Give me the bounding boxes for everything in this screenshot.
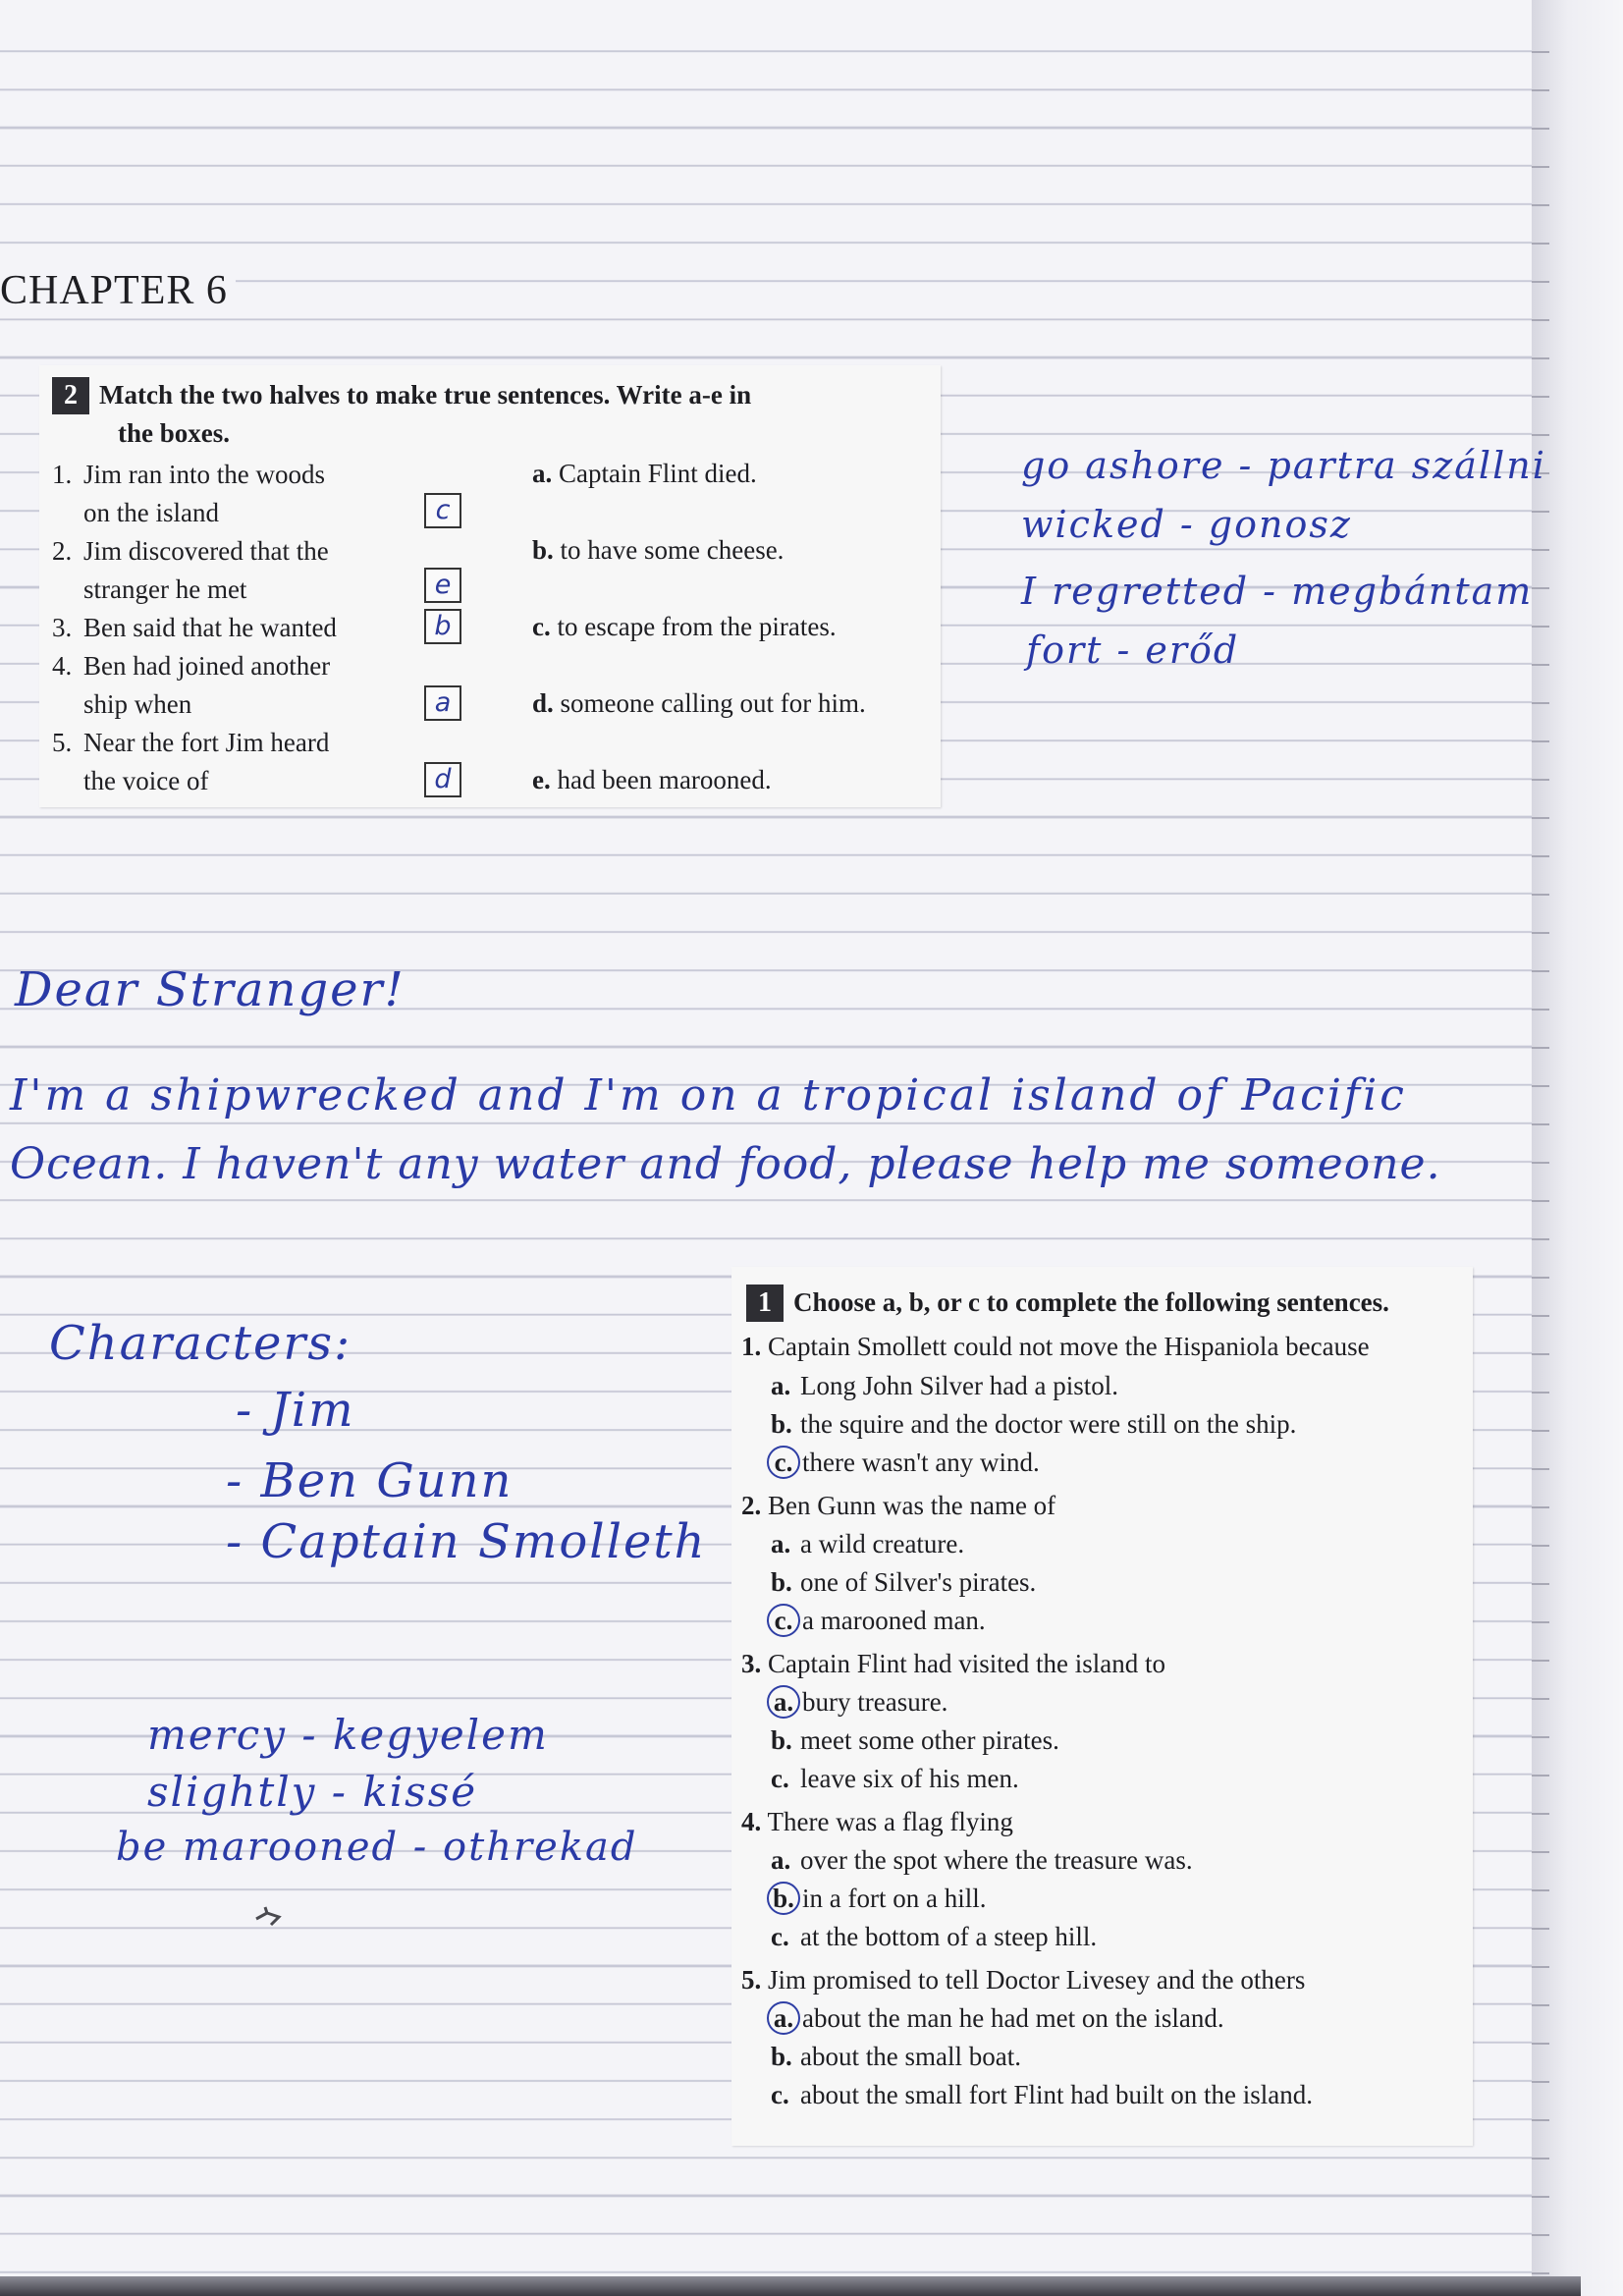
- question-text: Jim promised to tell Doctor Livesey and the others: [768, 1965, 1306, 1995]
- answer-option[interactable]: [771, 2038, 1021, 2075]
- option-letter: b.: [771, 1725, 792, 1755]
- chapter-title: CHAPTER 6: [0, 263, 236, 318]
- page-edge-tick: [1532, 1889, 1549, 1891]
- item-number: 1.: [52, 460, 73, 489]
- page-edge-tick: [1532, 281, 1549, 283]
- page-edge-tick: [1532, 1430, 1549, 1432]
- page-edge-tick: [1532, 740, 1549, 742]
- option-text: the squire and the doctor were still on the ship.: [800, 1409, 1297, 1439]
- page-edge-tick: [1532, 817, 1549, 819]
- option-text: Long John Silver had a pistol.: [800, 1371, 1118, 1400]
- page-edge-tick: [1532, 1123, 1549, 1125]
- page-edge-tick: [1532, 1775, 1549, 1777]
- option-text: meet some other pirates.: [800, 1725, 1059, 1755]
- question-number: 2.: [741, 1491, 762, 1520]
- answer-box[interactable]: c: [424, 493, 461, 528]
- page-edge-tick: [1532, 1353, 1549, 1355]
- page-edge-tick: [1532, 1966, 1549, 1968]
- instruction: Choose a, b, or c to complete the following sentences.: [793, 1287, 1389, 1317]
- page-edge-tick: [1532, 894, 1549, 896]
- option-letter: a.: [532, 459, 553, 488]
- page-edge-tick: [1532, 1928, 1549, 1930]
- question-text: Captain Smollett could not move the Hispaniola because: [768, 1332, 1370, 1361]
- instruction-line-2: the boxes.: [118, 418, 230, 448]
- page-edge-tick: [1532, 434, 1549, 436]
- vocab-note: mercy - kegyelem: [147, 1711, 549, 1759]
- page-edge-tick: [1532, 587, 1549, 589]
- option-text: a marooned man.: [802, 1606, 986, 1635]
- option-letter-circled: c.: [767, 1604, 800, 1637]
- page-edge-tick: [1532, 319, 1549, 321]
- page-edge-tick: [1532, 1545, 1549, 1547]
- page-edge-tick: [1532, 1047, 1549, 1049]
- option-letter: a.: [771, 1529, 791, 1558]
- page-edge-tick: [1532, 626, 1549, 628]
- question-number: 3.: [741, 1649, 762, 1678]
- option-text: in a fort on a hill.: [802, 1884, 987, 1913]
- vocab-note: I regretted - megbántam: [1021, 570, 1534, 613]
- answer-option-selected[interactable]: [771, 1683, 947, 1721]
- match-left-item: [52, 456, 325, 532]
- option-letter: b.: [771, 2042, 792, 2071]
- page-edge-tick: [1532, 89, 1549, 91]
- option-text: bury treasure.: [802, 1687, 948, 1717]
- option-text: someone calling out for him.: [560, 688, 866, 718]
- vocab-note: wicked - gonosz: [1021, 503, 1352, 546]
- question: [741, 1803, 1013, 1840]
- option-text: to escape from the pirates.: [557, 612, 837, 641]
- page-edge-tick: [1532, 1583, 1549, 1585]
- page-edge-tick: [1532, 1392, 1549, 1394]
- answer-option-selected[interactable]: [771, 1444, 1040, 1481]
- page-edge-tick: [1532, 2196, 1549, 2198]
- item-text: Near the fort Jim heard: [83, 728, 330, 757]
- item-number: 2.: [52, 536, 73, 566]
- option-text: at the bottom of a steep hill.: [800, 1922, 1098, 1951]
- option-text: to have some cheese.: [560, 535, 784, 565]
- option-letter: b.: [532, 535, 554, 565]
- page-edge-tick: [1532, 702, 1549, 704]
- page-edge-tick: [1532, 396, 1549, 398]
- question: [741, 1961, 1305, 1998]
- page-edge-tick: [1532, 166, 1549, 168]
- item-text: Ben had joined another: [83, 651, 331, 681]
- option-letter: a.: [771, 1845, 791, 1875]
- characters-heading: Characters:: [49, 1316, 352, 1371]
- character-item: - Jim: [236, 1383, 355, 1438]
- question-text: Ben Gunn was the name of: [768, 1491, 1056, 1520]
- option-text: Captain Flint died.: [559, 459, 757, 488]
- match-left-item: [52, 724, 329, 800]
- item-text-cont: on the island: [83, 498, 219, 527]
- vocab-note: be marooned - othrekad: [116, 1825, 638, 1870]
- pencil-mark-icon: [253, 1903, 283, 1929]
- answer-option[interactable]: [771, 2076, 1313, 2113]
- exercise-1-card: [731, 1267, 1473, 2146]
- page-edge-tick: [1532, 204, 1549, 206]
- page-edge-tick: [1532, 1698, 1549, 1700]
- vocab-note: go ashore - partra szállni: [1021, 444, 1546, 487]
- page-edge-tick: [1532, 1660, 1549, 1662]
- match-left-item: [52, 647, 330, 724]
- answer-box[interactable]: d: [424, 762, 461, 797]
- answer-option-selected[interactable]: [771, 1880, 986, 1917]
- option-text: a wild creature.: [800, 1529, 965, 1558]
- option-letter: a.: [771, 1371, 791, 1400]
- question-text: Captain Flint had visited the island to: [768, 1649, 1165, 1678]
- answer-option[interactable]: [771, 1760, 1019, 1797]
- page-edge-tick: [1532, 2158, 1549, 2159]
- vocab-note: fort - erőd: [1026, 629, 1240, 672]
- option-text: about the man he had met on the island.: [802, 2003, 1224, 2033]
- page-edge-tick: [1532, 357, 1549, 359]
- option-letter-circled: a.: [767, 2001, 800, 2035]
- option-letter: e.: [532, 765, 551, 794]
- match-left-item: [52, 532, 329, 609]
- page-edge-tick: [1532, 128, 1549, 130]
- option-letter: b.: [771, 1567, 792, 1597]
- exercise-2-heading: [52, 377, 751, 414]
- option-letter: c.: [771, 1922, 789, 1951]
- option-text: there wasn't any wind.: [802, 1448, 1040, 1477]
- item-text: Jim ran into the woods: [83, 460, 325, 489]
- page-edge-tick: [1532, 2119, 1549, 2121]
- page-edge-tick: [1532, 1468, 1549, 1470]
- item-text-cont: the voice of: [83, 766, 209, 795]
- page-edge-tick: [1532, 2043, 1549, 2045]
- answer-option[interactable]: [771, 1918, 1097, 1955]
- page-edge-tick: [1532, 549, 1549, 551]
- page-edge-tick: [1532, 855, 1549, 857]
- answer-option[interactable]: [771, 1405, 1296, 1443]
- letter-line: I'm a shipwrecked and I'm on a tropical island of Pacific: [10, 1070, 1407, 1121]
- option-letter: c.: [771, 1764, 789, 1793]
- page-edge-tick: [1532, 243, 1549, 245]
- page-edge-tick: [1532, 2234, 1549, 2236]
- answer-option[interactable]: [771, 1722, 1059, 1759]
- page-bottom-shadow: [0, 2276, 1581, 2296]
- exercise-number: 2: [52, 377, 89, 414]
- character-item: - Ben Gunn: [226, 1453, 514, 1508]
- answer-box[interactable]: e: [424, 568, 461, 603]
- option-letter: d.: [532, 688, 554, 718]
- page-edge-tick: [1532, 1085, 1549, 1087]
- answer-option[interactable]: [771, 1841, 1193, 1879]
- question: [741, 1645, 1165, 1682]
- item-text: Ben said that he wanted: [83, 613, 337, 642]
- page-edge-tick: [1532, 2272, 1549, 2274]
- option-text: about the small boat.: [800, 2042, 1021, 2071]
- page-edge-tick: [1532, 970, 1549, 972]
- item-text: Jim discovered that the: [83, 536, 329, 566]
- match-left-item: [52, 609, 337, 647]
- option-text: one of Silver's pirates.: [800, 1567, 1037, 1597]
- page-edge-tick: [1532, 1506, 1549, 1508]
- page-edge-tick: [1532, 932, 1549, 934]
- page-edge: [1532, 0, 1623, 2296]
- page-edge-tick: [1532, 511, 1549, 513]
- item-number: 3.: [52, 613, 73, 642]
- page-edge-tick: [1532, 2081, 1549, 2083]
- option-letter: c.: [532, 612, 551, 641]
- exercise-2-card: [39, 365, 941, 807]
- exercise-number: 1: [746, 1285, 784, 1322]
- answer-box[interactable]: b: [424, 609, 461, 644]
- page-edge-tick: [1532, 1736, 1549, 1738]
- answer-option-selected[interactable]: [771, 1999, 1224, 2037]
- page-edge-tick: [1532, 664, 1549, 666]
- item-number: 5.: [52, 728, 73, 757]
- letter-greeting: Dear Stranger!: [15, 962, 406, 1017]
- answer-option[interactable]: [771, 1525, 964, 1562]
- page-edge-tick: [1532, 51, 1549, 53]
- answer-option-selected[interactable]: [771, 1602, 986, 1639]
- item-number: 4.: [52, 651, 73, 681]
- character-item: - Captain Smolleth: [226, 1514, 707, 1569]
- question-number: 1.: [741, 1332, 762, 1361]
- match-right-item: [532, 762, 772, 798]
- page-edge-tick: [1532, 1813, 1549, 1815]
- page-edge-tick: [1532, 779, 1549, 781]
- answer-option[interactable]: [771, 1563, 1036, 1601]
- page-edge-tick: [1532, 1238, 1549, 1240]
- option-text: had been marooned.: [557, 765, 772, 794]
- vocab-note: slightly - kissé: [147, 1768, 478, 1816]
- exercise-1-heading: [746, 1285, 1389, 1322]
- page-edge-tick: [1532, 1162, 1549, 1164]
- page-edge-tick: [1532, 1009, 1549, 1011]
- page-edge-tick: [1532, 1200, 1549, 1202]
- match-right-item: [532, 456, 757, 492]
- match-right-item: [532, 609, 837, 645]
- question: [741, 1328, 1370, 1365]
- option-letter: b.: [771, 1409, 792, 1439]
- page-edge-tick: [1532, 1277, 1549, 1279]
- page-edge-tick: [1532, 1621, 1549, 1623]
- option-letter-circled: b.: [767, 1882, 800, 1915]
- match-right-item: [532, 532, 784, 569]
- answer-option[interactable]: [771, 1367, 1118, 1404]
- option-text: leave six of his men.: [800, 1764, 1019, 1793]
- option-letter-circled: c.: [767, 1446, 800, 1479]
- option-letter-circled: a.: [767, 1685, 800, 1719]
- letter-line: Ocean. I haven't any water and food, please help me someone.: [10, 1139, 1441, 1189]
- page-edge-tick: [1532, 1851, 1549, 1853]
- instruction-line-1: Match the two halves to make true sentences. Write a-e in: [99, 380, 752, 410]
- question-number: 5.: [741, 1965, 762, 1995]
- option-letter: c.: [771, 2080, 789, 2109]
- option-text: over the spot where the treasure was.: [800, 1845, 1193, 1875]
- question-text: There was a flag flying: [767, 1807, 1013, 1836]
- question-number: 4.: [741, 1807, 762, 1836]
- answer-box[interactable]: a: [424, 685, 461, 721]
- page-edge-tick: [1532, 1315, 1549, 1317]
- match-right-item: [532, 685, 866, 722]
- page-edge-tick: [1532, 2004, 1549, 2006]
- option-text: about the small fort Flint had built on the island.: [800, 2080, 1313, 2109]
- question: [741, 1487, 1055, 1524]
- item-text-cont: ship when: [83, 689, 192, 719]
- item-text-cont: stranger he met: [83, 574, 247, 604]
